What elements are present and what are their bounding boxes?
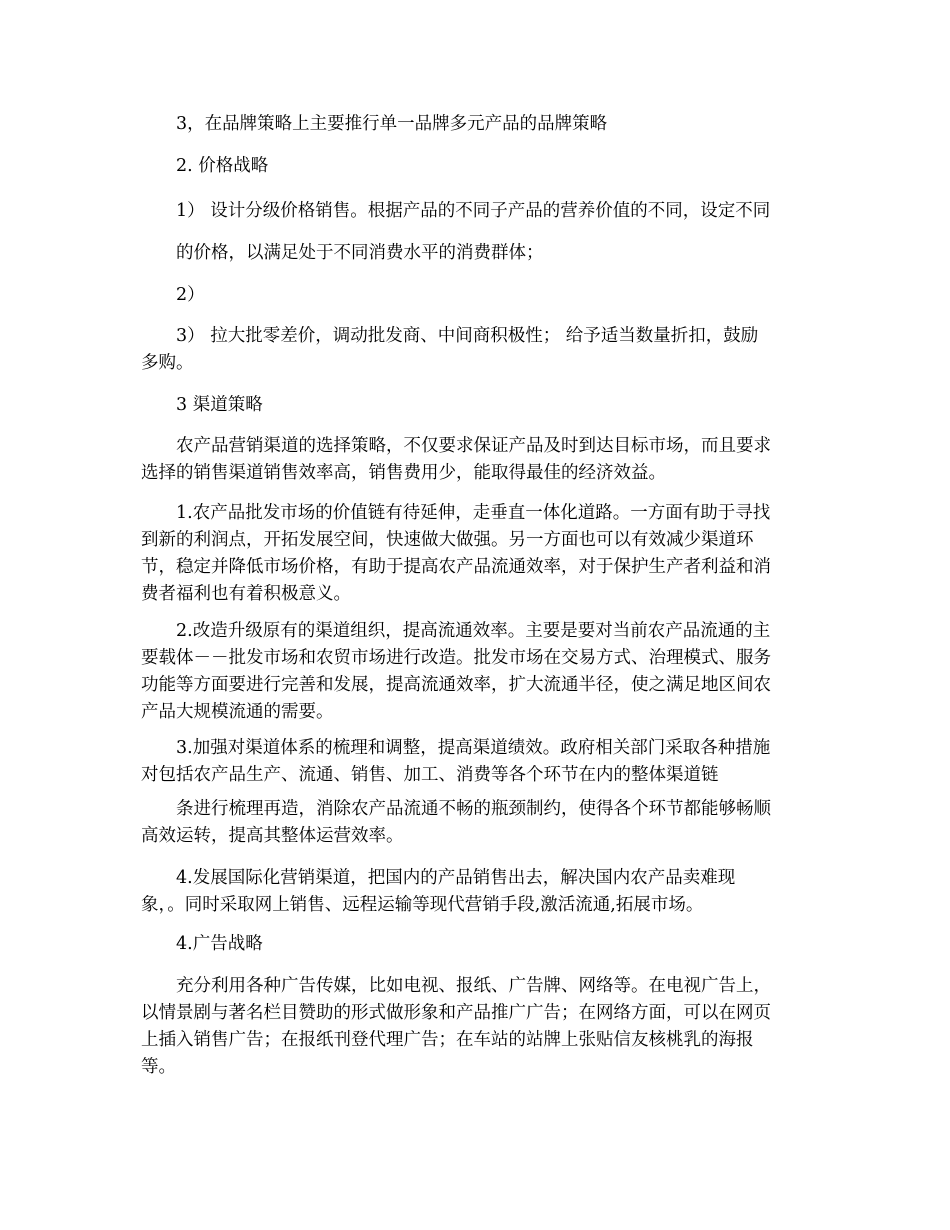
text-line: 节，稳定并降低市场价格，有助于提高农产品流通效率，对于保护生产者利益和消 — [141, 557, 771, 577]
price-item-2 — [141, 282, 813, 309]
text-line: 选择的销售渠道销售效率高，销售费用少，能取得最佳的经济效益。 — [141, 463, 666, 483]
channel-item-4 — [141, 865, 813, 919]
text-line: 功能等方面要进行完善和发展，提高流通效率，扩大流通半径，使之满足地区间农 — [141, 675, 771, 695]
price-strategy-heading — [141, 153, 813, 180]
text-line: 3） 拉大批零差价，调动批发商、中间商积极性； 给予适当数量折扣，鼓励 — [176, 326, 759, 346]
text-line: 条进行梳理再造，消除农产品流通不畅的瓶颈制约，使得各个环节都能够畅顺 — [176, 799, 771, 819]
text-line: 费者福利也有着积极意义。 — [141, 584, 351, 604]
text-line: 3 渠道策略 — [176, 395, 263, 415]
text-line: 4.发展国际化营销渠道，把国内的产品销售出去，解决国内农产品卖难现 — [176, 868, 736, 888]
channel-item-1 — [141, 500, 813, 608]
text-line: 对包括农产品生产、流通、销售、加工、消费等各个环节在内的整体渠道链 — [141, 765, 719, 785]
text-line: 2.改造升级原有的渠道组织，提高流通效率。主要是要对当前农产品流通的主 — [176, 621, 771, 641]
text-line: 充分利用各种广告传媒，比如电视、报纸、广告牌、网络等。在电视广告上， — [176, 976, 771, 996]
price-item-1-continued — [141, 240, 813, 267]
text-line: 3.加强对渠道体系的梳理和调整，提高渠道绩效。政府相关部门采取各种措施 — [176, 738, 771, 758]
channel-item-3 — [141, 735, 813, 789]
text-line: 象，。同时采取网上销售、远程运输等现代营销手段,激活流通,拓展市场。 — [141, 895, 704, 915]
brand-strategy-line — [141, 111, 813, 138]
text-line: 3，在品牌策略上主要推行单一品牌多元产品的品牌策略 — [176, 114, 608, 134]
text-line: 等。 — [141, 1057, 176, 1077]
text-line: 上插入销售广告；在报纸刊登代理广告；在车站的站牌上张贴信友核桃乳的海报 — [141, 1030, 754, 1050]
text-line: 2. 价格战略 — [176, 156, 269, 176]
ad-strategy-paragraph — [141, 973, 813, 1081]
text-line: 的价格，以满足处于不同消费水平的消费群体； — [176, 243, 544, 263]
channel-intro-paragraph — [141, 433, 813, 487]
text-line: 多购。 — [141, 353, 194, 373]
price-item-1 — [141, 198, 813, 225]
ad-strategy-heading — [141, 931, 813, 958]
text-line: 到新的利润点，开拓发展空间，快速做大做强。另一方面也可以有效减少渠道环 — [141, 530, 754, 550]
text-line: 要载体－－批发市场和农贸市场进行改造。批发市场在交易方式、治理模式、服务 — [141, 648, 771, 668]
text-line: 产品大规模流通的需要。 — [141, 702, 334, 722]
text-line: 2） — [176, 285, 205, 305]
text-line: 4.广告战略 — [176, 934, 263, 954]
channel-strategy-heading — [141, 392, 813, 419]
text-line: 1.农产品批发市场的价值链有待延伸，走垂直一体化道路。一方面有助于寻找 — [176, 503, 771, 523]
channel-item-3-continued — [141, 796, 813, 850]
text-line: 高效运转，提高其整体运营效率。 — [141, 826, 404, 846]
price-item-3 — [141, 323, 813, 377]
text-line: 农产品营销渠道的选择策略，不仅要求保证产品及时到达目标市场，而且要求 — [176, 436, 771, 456]
text-line: 以情景剧与著名栏目赞助的形式做形象和产品推广广告；在网络方面，可以在网页 — [141, 1003, 771, 1023]
text-line: 1） 设计分级价格销售。根据产品的不同子产品的营养价值的不同，设定不同 — [176, 201, 771, 221]
channel-item-2 — [141, 618, 813, 726]
